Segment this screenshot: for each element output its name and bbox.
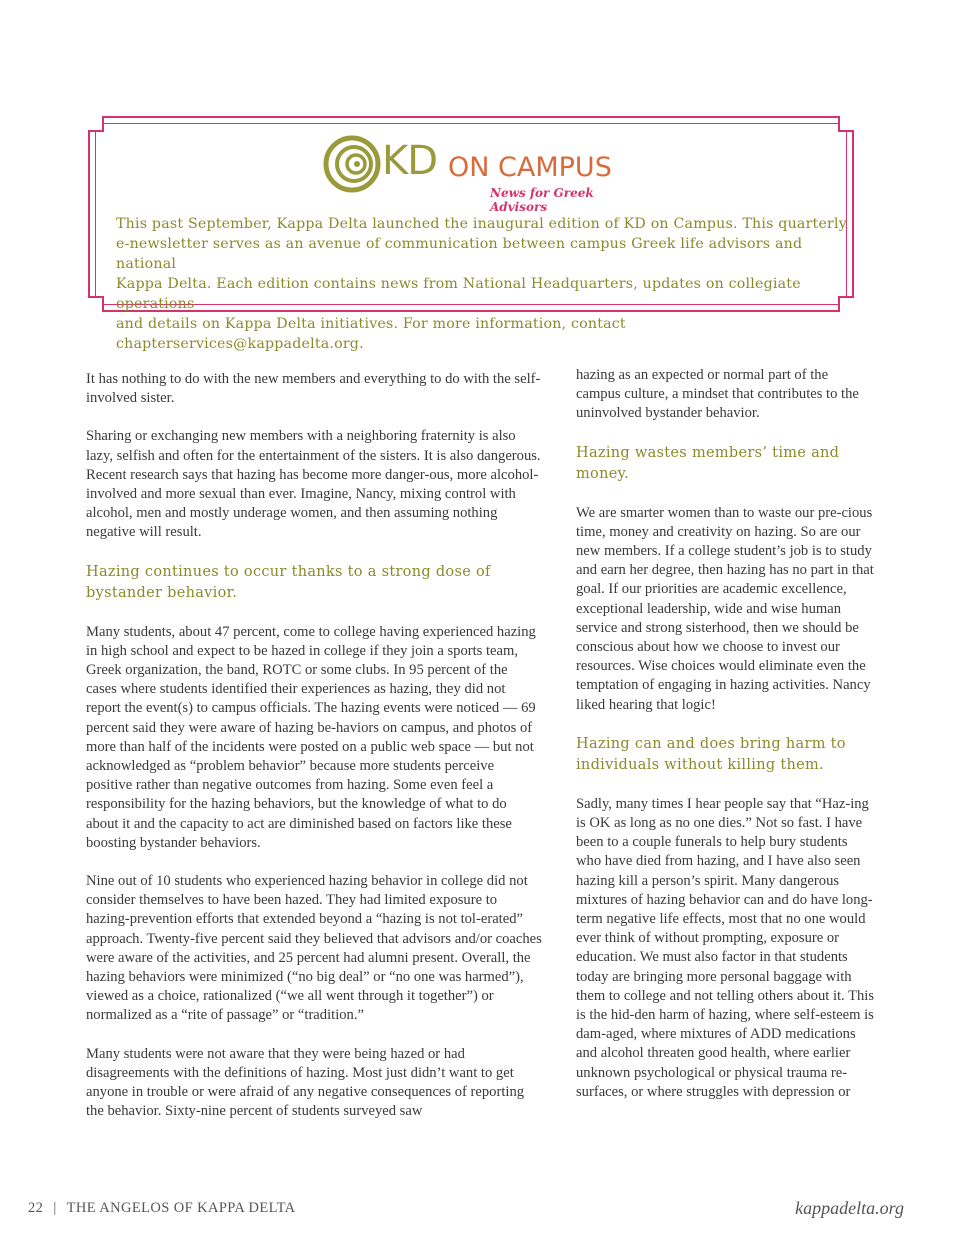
- logo-kd-text: KD: [382, 138, 438, 184]
- corner-ornament: [838, 116, 854, 132]
- callout-line: e-newsletter serves as an avenue of communication between campus Greek life advisors and national: [116, 236, 803, 272]
- section-heading: Hazing can and does bring harm to individuals without killing them.: [576, 735, 846, 773]
- logo-on-campus-text: ON CAMPUS: [448, 152, 612, 183]
- page-number: 22: [28, 1200, 44, 1216]
- left-column: [86, 370, 542, 1141]
- section-heading: Hazing continues to occur thanks to a strong dose of bystander behavior.: [86, 563, 491, 601]
- page-footer: [28, 1200, 296, 1217]
- paragraph: hazing as an expected or normal part of the campus culture, a mindset that contributes to the uninvolved bystander behavior.: [576, 367, 859, 422]
- footer-separator: |: [53, 1200, 57, 1216]
- logo-tagline: News for Greek Advisors: [490, 186, 594, 214]
- section-heading: Hazing wastes members’ time and money.: [576, 444, 840, 482]
- paragraph: Sadly, many times I hear people say that “Haz-ing is OK as long as no one dies.” Not so fast. I have been to a couple funerals to help bury students who have died from hazing, and I have also seen hazing kill a person’s spirit. Many dangerous mixtures of hazing behavior can and do have long-term negative life effects, most that no one would ever think of without prompting, exposure or education. We must also factor in that students today are bringing more personal baggage with them to college and not telling others about it. This is the hid-den harm of hazing, where self-esteem is dam-aged, where mixtures of ADD medications and alcohol threaten good health, where earlier unknown psychological or physical trauma re-surfaces, or where struggles with depression or: [576, 795, 875, 1100]
- kd-on-campus-callout: [88, 116, 854, 352]
- callout-line: and details on Kappa Delta initiatives. For more information, contact chapterservices@kappadelta.org.: [116, 316, 626, 352]
- paragraph: We are smarter women than to waste our pre-cious time, money and creativity on hazing. So are our new members. If a college student’s job is to study and earn her degree, then hazing has no part in that goal. If our priorities are academic excellence, exceptional leadership, wide and wise human service and strong sisterhood, then we should be conscious about how we choose to invest our resources. Wise choices would eliminate even the temptation of engaging in hazing activities. Nancy liked hearing that logic!: [576, 504, 874, 713]
- paragraph: Many students were not aware that they were being hazed or had disagreements with the definitions of hazing. Most just didn’t want to get anyone in trouble or were afraid of any negative consequences of reporting the behavior. Sixty-nine percent of students surveyed saw: [86, 1045, 525, 1120]
- publication-name: THE ANGELOS OF KAPPA DELTA: [66, 1200, 296, 1216]
- paragraph: Nine out of 10 students who experienced hazing behavior in college did not consider themselves to have been hazed. They had limited exposure to hazing-prevention efforts that extended beyond a “hazing is not tol-erated” approach. Twenty-five percent said they believed that advisors and/or coaches were aware of the activities, and 25 percent had alumni present. Overall, the hazing behaviors were minimized (“no big deal” or “no one was harmed”), viewed as a choice, rationalized (“we all went through it together”) or normalized as a “rite of passage” or “tradition.”: [86, 873, 542, 1024]
- callout-body: [116, 214, 856, 354]
- right-column: [576, 366, 876, 1121]
- callout-line: This past September, Kappa Delta launched the inaugural edition of KD on Campus. This quarterly: [116, 216, 847, 232]
- swirl-icon: [320, 134, 384, 198]
- callout-line: Kappa Delta. Each edition contains news from National Headquarters, updates on collegiate operations: [116, 276, 801, 312]
- paragraph: Sharing or exchanging new members with a neighboring fraternity is also lazy, selfish and often for the entertainment of the sisters. It is also dangerous. Recent research says that hazing has become more danger-ous, more alcohol-involved and more sexual than ever. Imagine, Nancy, mixing control with alcohol, men and mostly underage women, and then assuming nothing negative will result.: [86, 428, 541, 541]
- paragraph: It has nothing to do with the new members and everything to do with the self-involved sister.: [86, 371, 541, 407]
- website-link[interactable]: kappadelta.org: [795, 1198, 904, 1218]
- kd-on-campus-logo: [320, 134, 640, 214]
- paragraph: Many students, about 47 percent, come to college having experienced hazing in high school and expect to be hazed in college if they join a sports team, Greek organization, the band, ROTC or some clubs. In 95 percent of the cases where students identified their experiences as hazing, they did not report the event(s) to campus officials. The hazing events were noticed — 69 percent said they were aware of hazing be-haviors on campus, and photos of more than half of the incidents were posted on a public web space — but not acknowledged as “problem behavior” because more students perceive positive rather than negative outcomes from hazing. Some even feel a responsibility for the hazing behaviors, but the knowledge of what to do about it and the capacity to act are diminished based on factors like these boosting bystander behaviors.: [86, 623, 536, 851]
- corner-ornament: [88, 296, 104, 312]
- corner-ornament: [88, 116, 104, 132]
